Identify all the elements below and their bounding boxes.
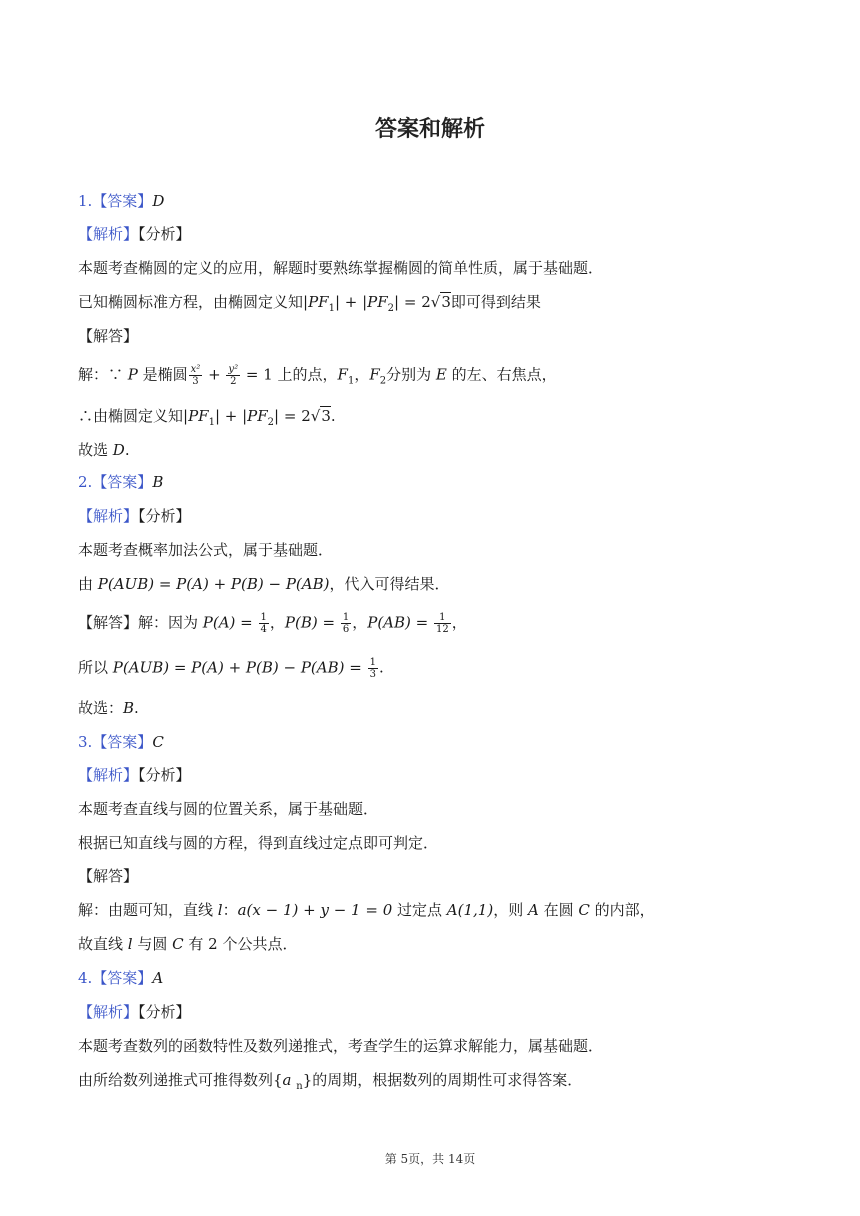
page-footer: 第 5页，共 14页 [384, 1152, 476, 1166]
math: P(AUB) = P(A) + P(B) − P(AB) [97, 575, 330, 593]
math: a(x − 1) + y − 1 = 0 [237, 901, 393, 919]
text-line [78, 698, 139, 718]
math: P(AB) = [367, 613, 433, 632]
math: l [127, 935, 133, 953]
text: 故直线 [78, 935, 128, 953]
answer-value: C [152, 733, 164, 751]
text: 由 [78, 575, 98, 593]
text: ， [451, 613, 467, 632]
text: 的内部， [589, 901, 655, 919]
answer-value: D [152, 192, 165, 210]
math: | = 2 [394, 293, 431, 311]
text-line: 本题考查椭圆的定义的应用，解题时要熟练掌握椭圆的简单性质，属于基础题． [78, 259, 604, 277]
math: 3 [441, 293, 451, 311]
text: 的左、右焦点， [446, 365, 557, 384]
math: 3 [321, 407, 331, 425]
answer-1-header [78, 191, 164, 211]
math: n [296, 1081, 303, 1092]
math: D [112, 441, 125, 459]
math: |PF [303, 293, 329, 311]
fenxi-tag: 【分析】 [138, 507, 191, 525]
analysis-tags [78, 765, 191, 785]
text-line: 本题考查数列的函数特性及数列递推式，考查学生的运算求解能力，属基础题． [78, 1037, 604, 1055]
text: 所以 [78, 658, 113, 677]
text: 已知椭圆标准方程，由椭圆定义知 [78, 293, 304, 311]
jieda-tag: 【解答】 [78, 327, 139, 345]
math: | = 2 [274, 407, 311, 425]
text: ， [269, 613, 285, 632]
answer-2-header [78, 472, 163, 492]
text: ，则 [493, 901, 528, 919]
math: E [435, 365, 447, 384]
text: 故选 [78, 441, 113, 459]
answer-label: 4.【答案】 [78, 969, 153, 987]
page-title: 答案和解析 [374, 117, 485, 142]
text: ： [222, 901, 238, 919]
math: F [337, 365, 348, 384]
text: 【解答】解：因为 [78, 613, 203, 632]
text-line [78, 440, 130, 460]
math: B [123, 699, 135, 717]
text: . [134, 699, 139, 717]
jiexi-tag: 【解析】 [78, 766, 139, 784]
text: 在圆 [538, 901, 579, 919]
text: ，代入可得结果． [329, 575, 450, 593]
answer-3-header [78, 732, 164, 752]
analysis-tags [78, 1002, 191, 1022]
text-line: 本题考查直线与圆的位置关系，属于基础题． [78, 800, 379, 818]
answer-label: 3.【答案】 [78, 733, 153, 751]
math: P(AUB) = P(A) + P(B) − P(AB) = [112, 658, 367, 677]
text: 由所给数列递推式可推得数列{ [78, 1071, 283, 1089]
text: 即可得到结果 [450, 293, 541, 311]
jiexi-tag: 【解析】 [78, 225, 139, 243]
math: A(1,1) [446, 901, 494, 919]
answer-label: 1.【答案】 [78, 192, 153, 210]
text: 解：∵ [78, 365, 128, 384]
text: 分别为 [386, 365, 436, 384]
math: C [172, 935, 184, 953]
fraction: $\frac{1}{12}$ [436, 612, 449, 635]
math: A [527, 901, 539, 919]
fraction: $\frac{1}{3}$ [369, 657, 376, 680]
text: 故选： [78, 699, 124, 717]
text: = 1 上的点， [241, 365, 338, 384]
analysis-tags [78, 224, 191, 244]
fenxi-tag: 【分析】 [138, 1003, 191, 1021]
text-line [78, 657, 384, 680]
text-line [78, 612, 467, 635]
text: }的周期，根据数列的周期性可求得答案． [302, 1071, 583, 1089]
answer-value: A [152, 969, 164, 987]
text: . [378, 658, 384, 677]
math: P [127, 365, 138, 384]
text-line: 根据已知直线与圆的方程，得到直线过定点即可判定． [78, 834, 439, 852]
math: | + |PF [334, 293, 388, 311]
math: P(A) = [202, 613, 258, 632]
answer-value: B [152, 473, 164, 491]
math: + [203, 365, 226, 384]
answer-4-header [78, 968, 163, 988]
fraction: $\frac{1}{6}$ [342, 612, 350, 635]
math: l [217, 901, 223, 919]
analysis-tags [78, 506, 191, 526]
text: . [124, 441, 130, 459]
text-line [78, 1070, 582, 1097]
jiexi-tag: 【解析】 [78, 1003, 139, 1021]
text: ， [354, 365, 370, 384]
text: 与圆 [132, 935, 173, 953]
fraction: $\frac{\text{x²}}{3}$ [190, 364, 201, 387]
text-line: 已知椭圆标准方程，由椭圆定义知$|PF_1| + |PF_2| = 2√3$即可得到结果 [78, 293, 541, 314]
math: |PF [183, 407, 209, 425]
text-line [78, 934, 297, 954]
fraction: $\frac{1}{4}$ [260, 612, 267, 635]
math: | + |PF [214, 407, 268, 425]
text: . [330, 407, 336, 425]
math: P(B) = [284, 613, 340, 632]
fenxi-tag: 【分析】 [138, 225, 191, 243]
text: 是椭圆 [137, 365, 188, 384]
text: 过定点 [392, 901, 447, 919]
text-line: 解：∵ P 是椭圆 $\frac{\text{x²}}{3}$ + $\frac{\text{y²}}{2}$ = 1 上的点，$F_1$，$F_2$分别为 E 的左、右焦点， [78, 364, 557, 387]
math: a [282, 1071, 292, 1089]
jieda-tag: 【解答】 [78, 867, 139, 885]
math: C [578, 901, 590, 919]
text-line [78, 574, 450, 594]
text-line [78, 900, 655, 920]
fenxi-tag: 【分析】 [138, 766, 191, 784]
text: 解：由题可知，直线 [78, 901, 218, 919]
fraction: $\frac{\text{y²}}{2}$ [228, 364, 239, 387]
text: ∴由椭圆定义知 [78, 407, 184, 425]
text-line: ∴由椭圆定义知$|PF_1| + |PF_2| = 2√3$. [78, 407, 336, 428]
math: F [369, 365, 380, 384]
text-line: 本题考查概率加法公式，属于基础题． [78, 541, 334, 559]
answer-label: 2.【答案】 [78, 473, 153, 491]
text: ， [352, 613, 368, 632]
text: 有 2 个公共点． [183, 935, 298, 953]
jiexi-tag: 【解析】 [78, 507, 139, 525]
